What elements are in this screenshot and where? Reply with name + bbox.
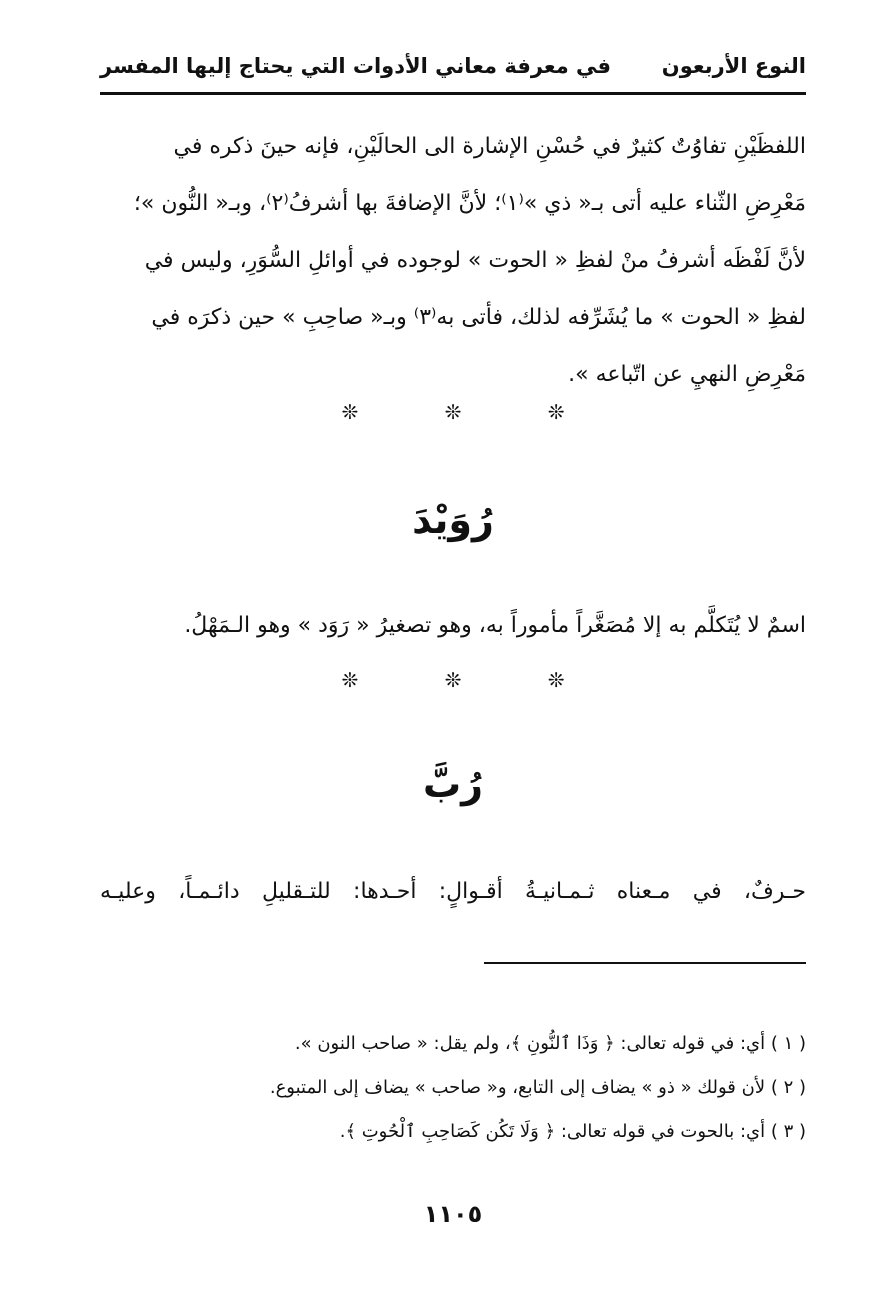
footnote: ( ٢ ) لأن قولك « ذو » يضاف إلى التابع، و« صاحب » يضاف إلى المتبوع. xyxy=(269,1077,806,1098)
running-header xyxy=(100,44,806,88)
footnotes xyxy=(100,1022,806,1154)
header-rule xyxy=(100,92,806,95)
intro-line: لأنَّ لَفْظَه أشرفُ منْ لفظِ « الحوت » لوجوده في أوائلِ السُّوَرِ، وليس في xyxy=(144,248,806,273)
intro-line: مَعْرِضِ النهيِ عن اتّباعه ». xyxy=(568,362,806,387)
entry-definition: اسمٌ لا يُتَكلَّم به إلا مُصَغَّراً مأموراً به، وهو تصغيرُ « رَوَد » وهو الـمَهْلُ. xyxy=(184,613,806,638)
footnote-rule xyxy=(484,962,806,964)
entry-heading: رُوَيْدَ xyxy=(412,498,494,542)
chapter-title: النوع الأربعون xyxy=(661,54,806,78)
entry-heading: رُبَّ xyxy=(422,762,484,806)
footnote: ( ١ ) أي: في قوله تعالى: ﴿ وَذَا ٱلنُّونِ ﴾، ولم يقل: « صاحب النون ». xyxy=(294,1033,806,1054)
intro-line: لفظِ « الحوت » ما يُشَرِّفه لذلك، فأتى به⁽٣⁾ وبـ« صاحِبِ » حين ذكرَه في xyxy=(151,305,806,330)
intro-line: مَعْرِضِ الثّناء عليه أتى بـ« ذي »⁽١⁾؛ لأنَّ الإضافةَ بها أشرفُ⁽٢⁾، وبـ« النُّون »؛ xyxy=(133,191,806,216)
section-separator: ❊ ❊ ❊ xyxy=(341,668,605,692)
page-number: ١١٠٥ xyxy=(423,1200,483,1228)
entry-definition: حـرفٌ، في مـعناه ثـمـانيـةُ أقـوالٍ: أحـدها: للتـقليلِ دائـمـاً، وعليـه xyxy=(100,879,806,904)
section-separator: ❊ ❊ ❊ xyxy=(341,400,605,424)
intro-line: اللفظَيْنِ تفاوُتٌ كثيرٌ في حُسْنِ الإشارة الى الحالَيْنِ، فإنه حينَ ذكره في xyxy=(173,134,806,159)
footnote: ( ٣ ) أي: بالحوت في قوله تعالى: ﴿ وَلَا تَكُن كَصَاحِبِ ٱلْحُوتِ ﴾. xyxy=(339,1121,806,1142)
section-title: في معرفة معاني الأدوات التي يحتاج إليها المفسر xyxy=(100,54,612,78)
intro-paragraph xyxy=(100,118,806,403)
